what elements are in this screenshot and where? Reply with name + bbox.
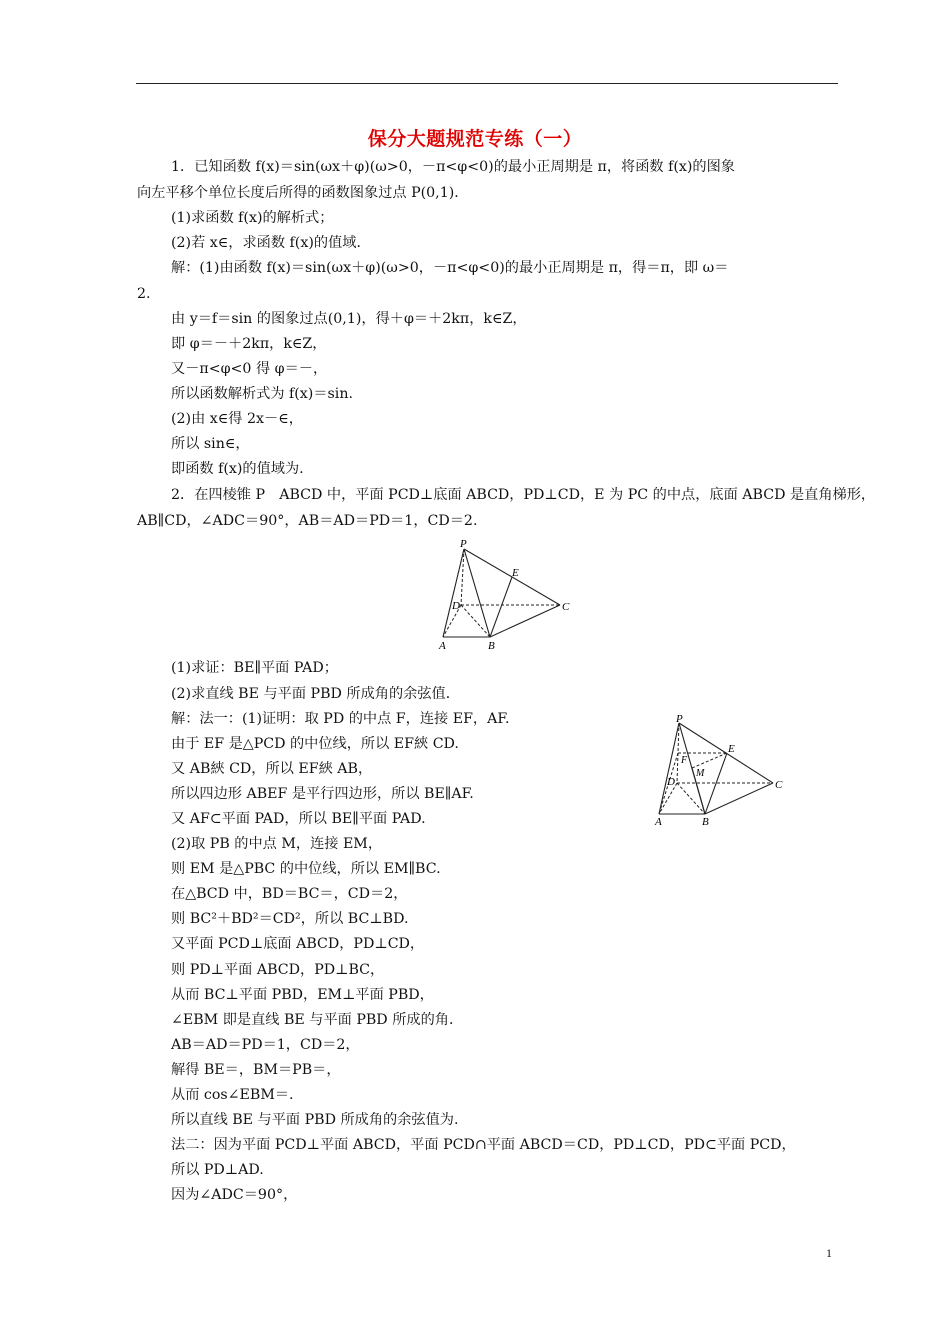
label-B: B	[488, 640, 495, 652]
text-line: 法二：因为平面 PCD⊥平面 ABCD，平面 PCD∩平面 ABCD＝CD，PD⊥CD，PD⊂平面 PCD，	[171, 1137, 796, 1153]
text-line: 从而 cos∠EBM＝.	[171, 1087, 294, 1103]
text-line: 所以 PD⊥AD.	[171, 1162, 264, 1178]
label-C: C	[562, 601, 570, 613]
text-line: ∠EBM 即是直线 BE 与平面 PBD 所成的角．	[171, 1012, 464, 1028]
text-line: 则 PD⊥平面 ABCD，PD⊥BC，	[171, 962, 385, 978]
label-A: A	[655, 816, 662, 828]
text-line: 因为∠ADC＝90°，	[171, 1187, 298, 1203]
label-F: F	[681, 755, 688, 766]
text-line: 2．在四棱锥 P ABCD 中，平面 PCD⊥底面 ABCD，PD⊥CD，E 为 PC 的中点，底面 ABCD 是直角梯形，	[171, 487, 876, 503]
page-title: 保分大题规范专练（一）	[367, 128, 583, 150]
text-line: (1)求证：BE∥平面 PAD；	[171, 660, 338, 676]
text-line: 则 BC²＋BD²＝CD²，所以 BC⊥BD.	[171, 911, 409, 927]
text-line: 向左平移个单位长度后所得的函数图象过点 P(0,1)．	[137, 185, 469, 201]
text-line: 则 EM 是△PBC 的中位线，所以 EM∥BC.	[171, 861, 441, 877]
text-line: 解：法一：(1)证明：取 PD 的中点 F，连接 EF，AF.	[171, 711, 510, 727]
text-line: 即 φ＝－＋2kπ，k∈Z，	[171, 336, 327, 352]
label-E: E	[728, 743, 735, 755]
text-line: 解得 BE＝，BM＝PB＝，	[171, 1062, 341, 1078]
label-A: A	[439, 640, 446, 652]
text-line: (2)求直线 BE 与平面 PBD 所成角的余弦值．	[171, 686, 460, 702]
text-line: 又平面 PCD⊥底面 ABCD，PD⊥CD，	[171, 936, 425, 952]
text-line: 所以直线 BE 与平面 PBD 所成角的余弦值为.	[171, 1112, 459, 1128]
label-C: C	[775, 779, 783, 791]
text-line: 2.	[137, 286, 151, 302]
text-line: 解：(1)由函数 f(x)＝sin(ωx＋φ)(ω>0，－π<φ<0)的最小正周期是 π，得＝π，即 ω＝	[171, 260, 729, 276]
text-line: 由于 EF 是△PCD 的中位线，所以 EF綊 CD.	[171, 736, 459, 752]
text-line: AB∥CD，∠ADC＝90°，AB＝AD＝PD＝1，CD＝2.	[137, 513, 478, 529]
label-B: B	[702, 816, 709, 828]
label-E: E	[512, 567, 519, 579]
text-line: 1．已知函数 f(x)＝sin(ωx＋φ)(ω>0，－π<φ<0)的最小正周期是 π，将函数 f(x)的图象	[171, 159, 735, 175]
text-line: 由 y＝f＝sin 的图象过点(0,1)，得＋φ＝＋2kπ，k∈Z，	[171, 311, 527, 327]
text-line: 即函数 f(x)的值域为.	[171, 461, 304, 477]
text-line: (2)若 x∈，求函数 f(x)的值域．	[171, 235, 371, 251]
text-line: 从而 BC⊥平面 PBD，EM⊥平面 PBD，	[171, 987, 434, 1003]
text-line: AB＝AD＝PD＝1，CD＝2，	[171, 1037, 360, 1053]
header-rule	[136, 83, 838, 84]
label-P: P	[676, 713, 683, 725]
text-line: 又 AF⊂平面 PAD，所以 BE∥平面 PAD.	[171, 811, 426, 827]
text-line: 又 AB綊 CD，所以 EF綊 AB，	[171, 761, 373, 777]
text-line: 又－π<φ<0 得 φ＝－，	[171, 361, 328, 377]
page-number: 1	[826, 1246, 832, 1260]
text-line: (2)由 x∈得 2x－∈，	[171, 411, 303, 427]
pyramid-figure-2	[652, 712, 790, 828]
text-line: (2)取 PB 的中点 M，连接 EM，	[171, 836, 383, 852]
label-D: D	[667, 776, 675, 788]
label-M: M	[696, 768, 705, 779]
label-P: P	[460, 538, 467, 550]
text-line: 所以四边形 ABEF 是平行四边形，所以 BE∥AF.	[171, 786, 474, 802]
text-line: (1)求函数 f(x)的解析式；	[171, 210, 334, 226]
label-D: D	[452, 600, 460, 612]
text-line: 所以函数解析式为 f(x)＝sin.	[171, 386, 353, 402]
pyramid-figure-1	[436, 536, 576, 654]
text-line: 所以 sin∈，	[171, 436, 250, 452]
text-line: 在△BCD 中，BD＝BC＝，CD＝2，	[171, 886, 408, 902]
